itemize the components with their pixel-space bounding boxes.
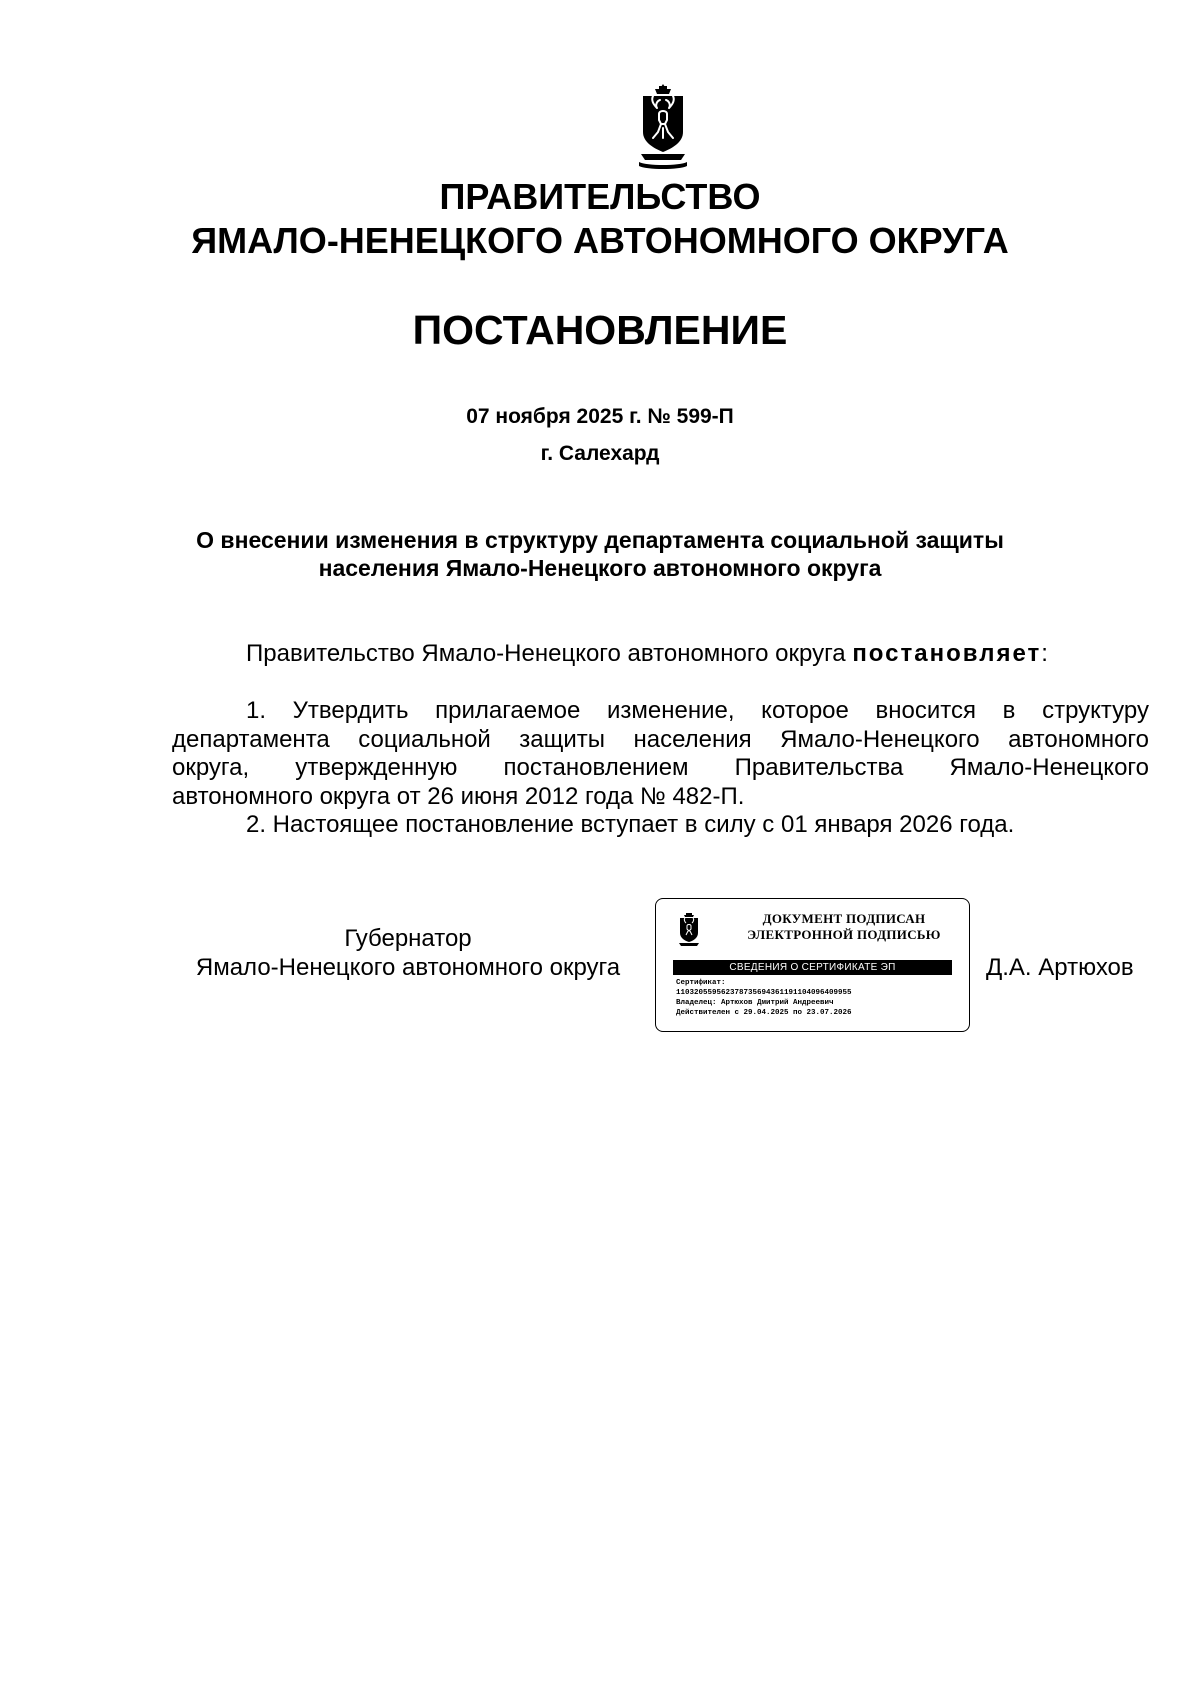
signatory-position-line1: Губернатор [344,925,472,952]
item-1-line4: автономного округа от 26 июня 2012 года № 482-П. [172,782,745,810]
item-2-paragraph: 2. Настоящее постановление вступает в силу с 01 января 2026 года. [246,811,1015,838]
stamp-certificate-label: Сертификат: [676,979,726,987]
preamble-text: Правительство Ямало-Ненецкого автономного округа [246,640,853,667]
item-1-line3: округа, утвержденную постановлением Правительства Ямало-Ненецкого [172,754,1149,781]
signatory-position-line2: Ямало-Ненецкого автономного округа [195,953,621,981]
document-city: г. Салехард [540,442,660,465]
signatory-name: Д.А. Артюхов [986,954,1134,981]
stamp-validity: Действителен с 29.04.2025 по 23.07.2026 [676,1009,852,1017]
document-subject-line1: О внесении изменения в структуру департамента социальной защиты [196,527,1004,553]
document-type-heading: ПОСТАНОВЛЕНИЕ [412,307,788,353]
preamble-suffix: : [1041,640,1048,667]
electronic-signature-stamp [655,898,970,1032]
stamp-certificate-number: 110320559562378735694361191104096409955 [676,989,852,997]
item-1-paragraph [172,697,1149,811]
government-title-line2: ЯМАЛО-НЕНЕЦКОГО АВТОНОМНОГО ОКРУГА [191,220,1009,261]
stamp-owner: Владелец: Артюхов Дмитрий Андреевич [676,999,834,1007]
stamp-emblem-icon [678,913,700,949]
item-1-line2: департамента социальной защиты населения Ямало-Ненецкого автономного [172,725,1149,753]
stamp-heading-line2: ЭЛЕКТРОННОЙ ПОДПИСЬЮ [747,927,941,942]
document-date-number: 07 ноября 2025 г. № 599-П [466,405,734,428]
stamp-certificate-bar: СВЕДЕНИЯ О СЕРТИФИКАТЕ ЭП [673,960,952,975]
item-1-line1: 1. Утвердить прилагаемое изменение, которое вносится в структуру [246,697,1149,724]
document-subject-line2: населения Ямало-Ненецкого автономного округа [318,555,882,581]
government-title-line1: ПРАВИТЕЛЬСТВО [439,176,761,217]
preamble-keyword: постановляет [852,640,1042,667]
signatory-position [172,925,644,982]
preamble-paragraph [246,640,1048,669]
coat-of-arms-emblem [637,84,689,170]
stamp-heading-line1: ДОКУМЕНТ ПОДПИСАН [762,911,926,926]
